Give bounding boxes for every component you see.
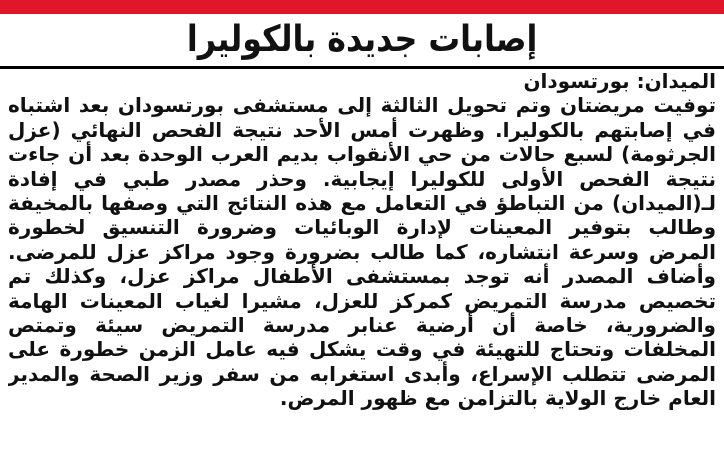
- dateline: الميدان: بورتسودان: [523, 69, 716, 93]
- article-body: [8, 69, 716, 468]
- headline: إصابات جديدة بالكوليرا: [186, 19, 538, 60]
- top-red-bar: [0, 0, 724, 14]
- headline-container: [0, 14, 724, 66]
- article-text: توفيت مريضتان وتم تحويل الثالثة إلى مستشفى بورتسودان بعد اشتباه في إصابتهم بالكوليرا. وظهرت أمس الأحد نتيجة الفحص النهائي (عزل الجرثومة) لسبع حالات من حي الأنقواب بديم العرب الوحدة بعد أن جاءت نتيجة الفحص الأولى للكوليرا إيجابية. وحذر مصدر طبي في إفادة لـ(الميدان) من التباطؤ في التعامل مع هذه النتائج التي وصفها بالمخيفة وطالب بتوفير المعينات لإدارة الوبائيات وضرورة التنسيق لخطورة المرض وسرعة انتشاره، كما طالب بضرورة وجود مراكز عزل للمرضى. وأضاف المصدر أنه توجد بمستشفى الأطفال مراكز عزل، وكذلك تم تخصيص مدرسة التمريض كمركز للعزل، مشيرا لغياب المعينات الهامة والضرورية، خاصة أن أرضية عنابر مدرسة التمريض سيئة وتمتص المخلفات وتحتاج للتهيئة في وقت يشكل فيه عامل الزمن خطورة على المرضى تتطلب الإسراع، وأبدى استغرابه من سفر وزير الصحة والمدير العام خارج الولاية بالتزامن مع ظهور المرض.: [8, 93, 716, 411]
